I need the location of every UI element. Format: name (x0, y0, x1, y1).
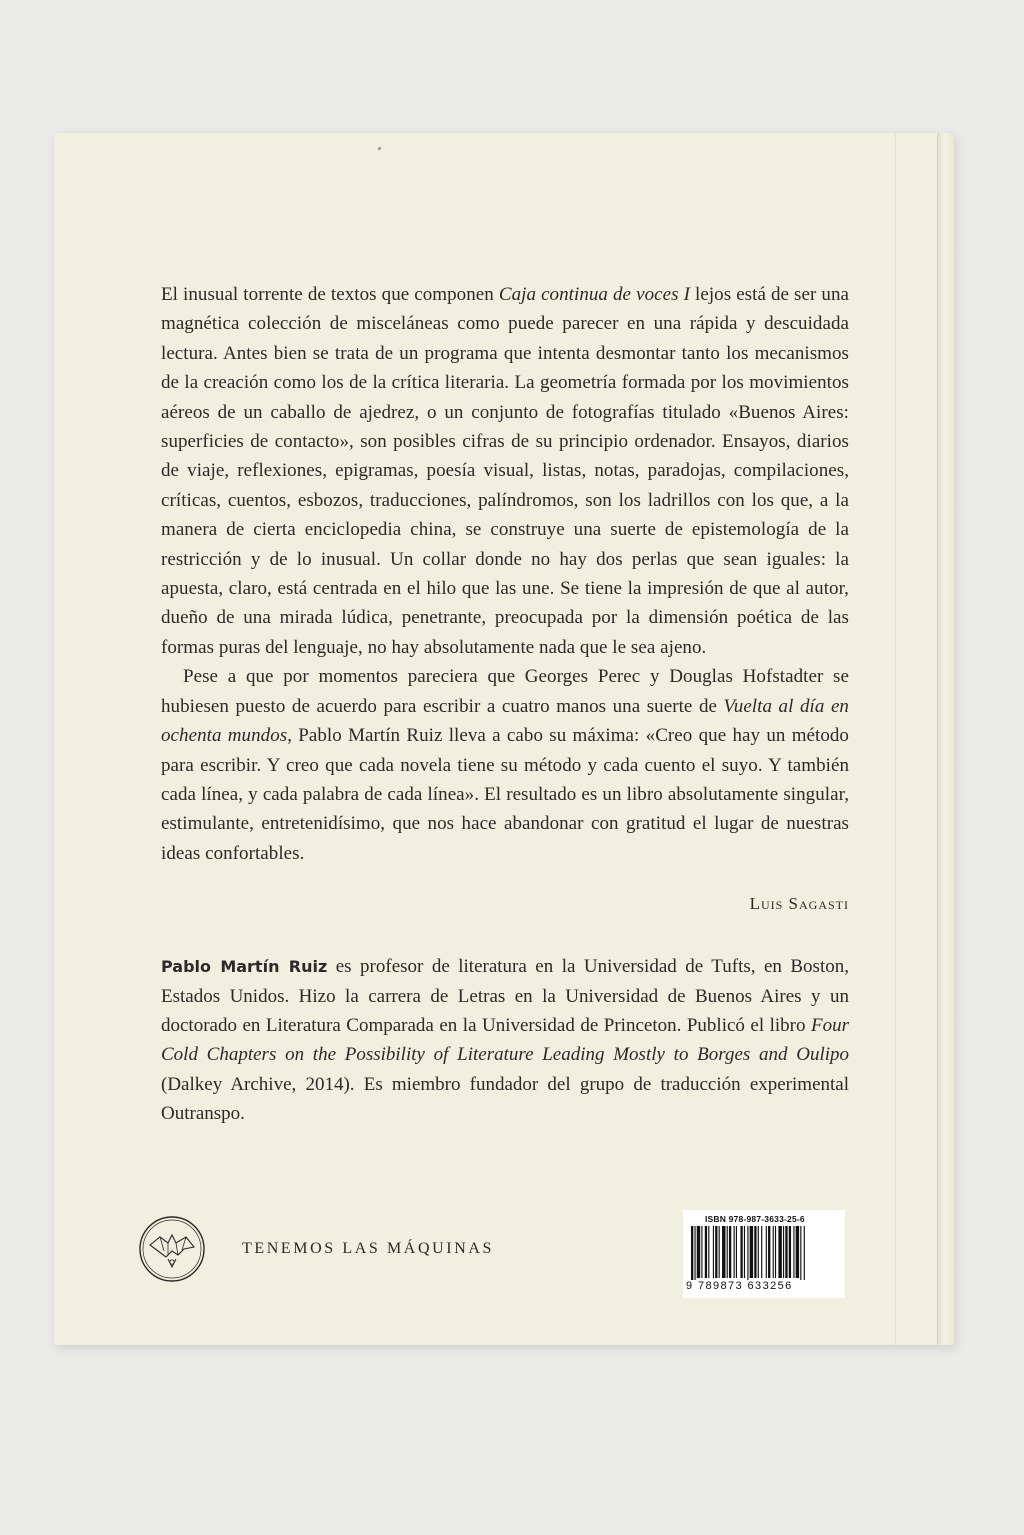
barcode-bar (722, 1226, 725, 1278)
barcode-bar (729, 1226, 731, 1278)
cited-title-italic: Vuelta al día en ochenta mundos (161, 695, 849, 747)
blurb-signature: Luis Sagasti (749, 894, 849, 914)
barcode-bar (708, 1226, 709, 1278)
barcode-bar (719, 1226, 720, 1278)
barcode-bar (701, 1226, 702, 1278)
barcode-bar (744, 1226, 745, 1278)
author-name: Pablo Martín Ruiz (161, 957, 328, 977)
barcode-bar (783, 1226, 784, 1278)
publisher-name: TENEMOS LAS MÁQUINAS (242, 1240, 495, 1257)
barcode-bar (736, 1226, 737, 1278)
barcode-bar (800, 1226, 801, 1284)
barcode-bar (789, 1226, 791, 1278)
blurb-text: , Pablo Martín Ruiz lleva a cabo su máxima: «Creo que hay un método para escribir. Y creo que cada novela tiene su método y cada cuento el suyo. Y también cada línea, y cada palabra de cada línea». El resultado es un libro absolutamente singular, estimulante, entretenidísimo, que nos hace abandonar con gratitud el lugar de nuestras ideas confortables. (161, 725, 849, 864)
barcode-bar (804, 1226, 805, 1284)
barcode-bar (793, 1226, 794, 1278)
barcode-bar (778, 1226, 781, 1278)
author-bio (161, 952, 849, 1128)
barcode-bar (775, 1226, 776, 1278)
barcode-bar (785, 1226, 787, 1278)
barcode-bar (773, 1226, 774, 1278)
book-back-cover (54, 133, 954, 1345)
barcode-bar (697, 1226, 700, 1278)
barcode-bar (754, 1226, 756, 1278)
barcode-bar (734, 1226, 735, 1278)
cover-mark (378, 147, 381, 150)
book-spine-edge (937, 133, 954, 1345)
barcode-bar (713, 1226, 714, 1278)
barcode-bar (761, 1226, 762, 1278)
blurb-paragraph-2 (161, 662, 849, 868)
bio-text: (Dalkey Archive, 2014). Es miembro fundador del grupo de traducción experimental Outranspo. (161, 1073, 849, 1125)
barcode-bar (740, 1226, 742, 1278)
barcode-bar (768, 1226, 770, 1278)
blurb (161, 280, 849, 914)
barcode-bar (796, 1226, 799, 1278)
blurb-paragraph-1 (161, 280, 849, 662)
barcode-bar (727, 1226, 728, 1278)
isbn-barcode (683, 1210, 845, 1298)
barcode-bar (750, 1226, 753, 1278)
blurb-text: El inusual torrente de textos que componen (161, 284, 499, 305)
barcode-bar (766, 1226, 767, 1278)
barcode-bar (758, 1226, 759, 1278)
bio-book-title: Four Cold Chapters on the Possibility of Literature Leading Mostly to Borges and Oulipo (161, 1014, 849, 1066)
isbn-label: ISBN 978-987-3633-25-6 (705, 1214, 805, 1224)
bio-text: es profesor de literatura en la Universidad de Tufts, en Boston, Estados Unidos. Hizo la carrera de Letras en la Universidad de Buenos Aires y un doctorado en Literatura Comparada en la Universidad de Princeton. Publicó el libro (161, 956, 849, 1036)
barcode-bar (747, 1226, 748, 1284)
barcode-bar (691, 1226, 693, 1284)
barcode-bar (705, 1226, 707, 1278)
barcode-bars (691, 1226, 839, 1284)
bat-machine-seal-icon (138, 1215, 206, 1283)
book-title-italic: Caja continua de voces I (498, 284, 690, 305)
cover-fold-line (895, 133, 896, 1345)
publisher-block (138, 1215, 494, 1283)
cover-text (161, 280, 849, 1129)
barcode-bar (694, 1226, 695, 1284)
blurb-text: lejos está de ser una magnética colección de misceláneas como puede parecer en una rápida y descuidada lectura. Antes bien se trata de un programa que intenta desmontar tanto los mecanismos de la creación como los de la crítica literaria. La geometría formada por los movimientos aéreos de un caballo de ajedrez, o un conjunto de fotografías titulado «Buenos Aires: superficies de contacto», son posibles cifras de su principio ordenador. Ensayos, diarios de viaje, reflexiones, epigramas, poesía visual, listas, notas, paradojas, compilaciones, críticas, cuentos, esbozos, traducciones, palíndromos, son los ladrillos con los que, a la manera de cierta enciclopedia china, se construye una suerte de epistemología de la restricción y de lo inusual. Un collar donde no hay dos perlas que sean iguales: la apuesta, claro, está centrada en el hilo que las une. Se tiene la impresión de que al autor, dueño de una mirada lúdica, penetrante, preocupada por la dimensión poética de las formas puras del lenguaje, no hay absolutamente nada que le sea ajeno. (161, 284, 849, 658)
barcode-bar (715, 1226, 717, 1278)
blurb-text: Pese a que por momentos pareciera que Georges Perec y Douglas Hofstadter se hubiesen puesto de acuerdo para escribir a cuatro manos una suerte de (161, 666, 849, 717)
isbn-digits: 9 789873 633256 (686, 1280, 842, 1292)
